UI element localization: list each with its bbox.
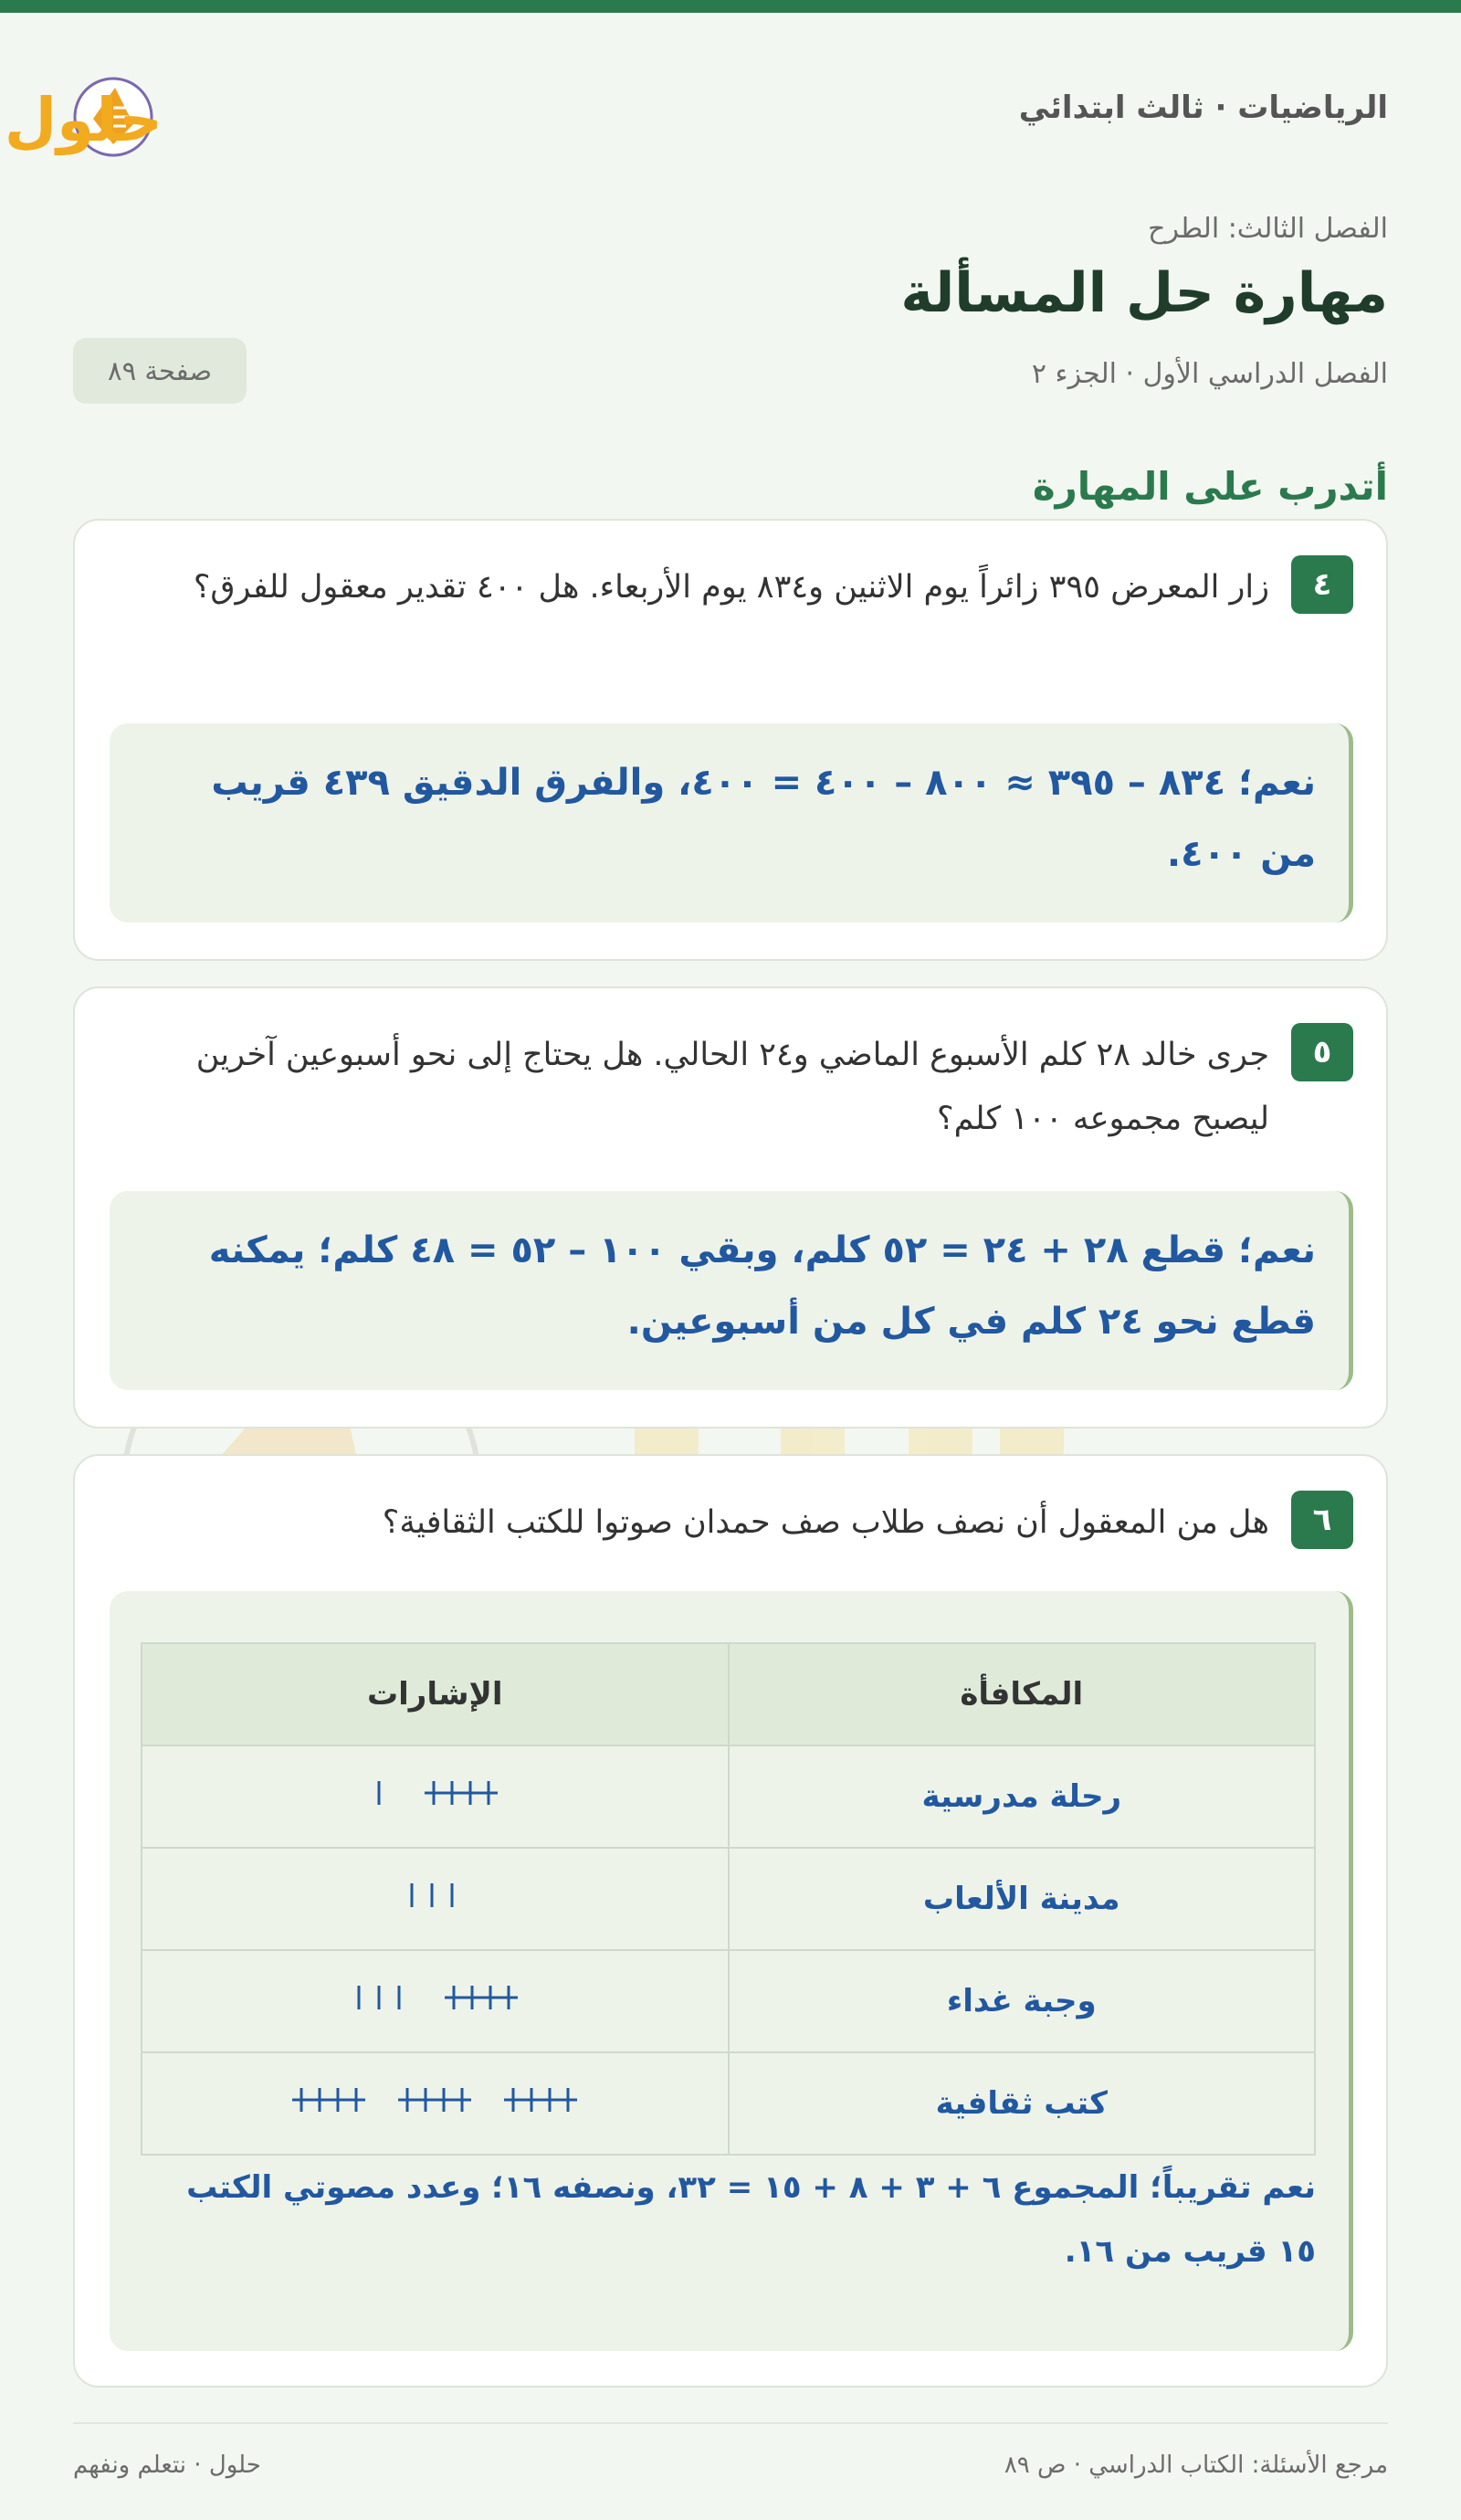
tally-table — [141, 1642, 1316, 2156]
tally-cell — [142, 2052, 729, 2155]
tally-marks — [405, 1880, 465, 1911]
reward-cell: كتب ثقافية — [729, 2052, 1316, 2155]
question-text: هل من المعقول أن نصف طلاب صف حمدان صوتوا للكتب الثقافية؟ — [382, 1504, 1269, 1541]
tally-cell — [142, 1745, 729, 1848]
table-header-marks: الإشارات — [142, 1643, 729, 1745]
answer-box — [110, 1191, 1353, 1390]
answer-text: نعم؛ ٨٣٤ – ٣٩٥ ≈ ٨٠٠ – ٤٠٠ = ٤٠٠، والفرق الدقيق ٤٣٩ قريب من ٤٠٠. — [211, 762, 1316, 875]
tally-marks — [372, 1777, 498, 1808]
page-header — [4, 13, 1388, 200]
logo-text: حلول — [4, 85, 163, 155]
subject-label: الرياضيات · ثالث ابتدائي — [1018, 90, 1388, 126]
table-row — [142, 1745, 1315, 1848]
tally-group — [405, 1880, 465, 1911]
tally-group — [292, 2084, 365, 2115]
tally-marks — [352, 1982, 518, 2013]
question-number: ٥ — [1291, 1023, 1353, 1081]
tally-group — [425, 1777, 498, 1808]
page-number-badge: صفحة ٨٩ — [73, 338, 247, 404]
answer-box — [110, 723, 1353, 923]
answer-box — [110, 1591, 1353, 2351]
tally-group — [398, 2084, 471, 2115]
reward-cell: وجبة غداء — [729, 1950, 1316, 2052]
question-card-5 — [73, 986, 1388, 1429]
table-row — [142, 1848, 1315, 1950]
tally-group — [352, 1982, 412, 2013]
question-number: ٤ — [1291, 555, 1353, 614]
footer-reference: مرجع الأسئلة: الكتاب الدراسي · ص ٨٩ — [1004, 2451, 1388, 2479]
top-accent-bar — [0, 0, 1461, 13]
table-row — [142, 2052, 1315, 2155]
brand-logo[interactable] — [4, 60, 329, 161]
question-text: جرى خالد ٢٨ كلم الأسبوع الماضي و٢٤ الحالي. هل يحتاج إلى نحو أسبوعين آخرين ليصبح مجموعه ١٠٠ كلم؟ — [195, 1037, 1269, 1137]
question-number: ٦ — [1291, 1491, 1353, 1549]
tally-group — [504, 2084, 577, 2115]
answer-text: نعم تقريباً؛ المجموع ٦ + ٣ + ٨ + ١٥ = ٣٢، ونصفه ١٦؛ وعدد مصوتي الكتب ١٥ قريب من ١٦. — [186, 2169, 1316, 2270]
semester-label: الفصل الدراسي الأول · الجزء ٢ — [1031, 358, 1388, 390]
question-card-6 — [73, 1454, 1388, 2388]
answer-text: نعم؛ قطع ٢٨ + ٢٤ = ٥٢ كلم، وبقي ١٠٠ – ٥٢ = ٤٨ كلم؛ يمكنه قطع نحو ٢٤ كلم في كل من أسبوعين. — [208, 1229, 1316, 1343]
reward-cell: رحلة مدرسية — [729, 1745, 1316, 1848]
table-row — [142, 1950, 1315, 2052]
reward-cell: مدينة الألعاب — [729, 1848, 1316, 1950]
tally-group — [372, 1777, 392, 1808]
logo-icon — [4, 60, 329, 161]
page-title: مهارة حل المسألة — [900, 261, 1388, 325]
chapter-label: الفصل الثالث: الطرح — [1148, 213, 1388, 245]
section-title: أتدرب على المهارة — [1032, 464, 1388, 509]
question-card-4 — [73, 519, 1388, 961]
table-header-reward: المكافأة — [729, 1643, 1316, 1745]
tally-cell — [142, 1950, 729, 2052]
page-footer — [73, 2422, 1388, 2479]
question-text: زار المعرض ٣٩٥ زائراً يوم الاثنين و٨٣٤ يوم الأربعاء. هل ٤٠٠ تقدير معقول للفرق؟ — [193, 569, 1269, 606]
footer-tagline: حلول · نتعلم ونفهم — [73, 2451, 261, 2479]
tally-cell — [142, 1848, 729, 1950]
tally-group — [445, 1982, 518, 2013]
tally-marks — [292, 2084, 577, 2115]
